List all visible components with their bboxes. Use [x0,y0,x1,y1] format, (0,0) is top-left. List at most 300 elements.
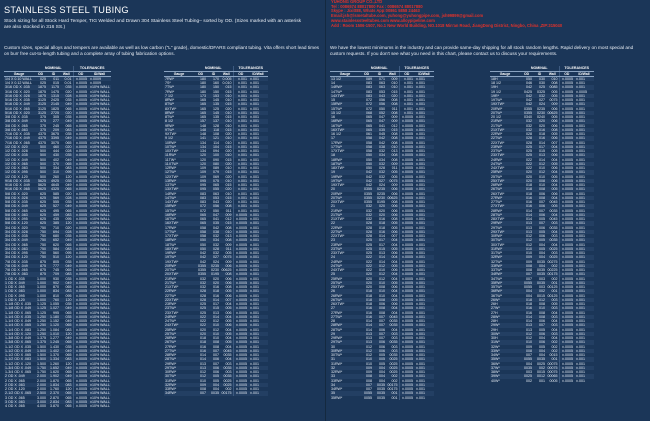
table-cell: 022 [366,259,372,264]
table-row [4,204,111,208]
table-cell: ±.001 [416,140,425,145]
table-cell: ±10% WALL [90,310,110,315]
table-cell: 680 [53,234,59,238]
table-cell: 120 [60,332,73,336]
table-cell: 007 [526,276,532,281]
table-cell: 010 [520,247,533,251]
table-cell: 012 [366,344,372,349]
table-cell: ±.0005 [399,149,414,153]
table-cell: 045 [379,132,385,136]
table-cell: 065 [366,115,372,119]
table-cell: 0055 [520,281,533,285]
tubing-table-col-2 [164,66,268,396]
table-cell: 010 [379,268,385,272]
table-cell: 010 [225,166,232,170]
table-cell: ±.0005 [233,379,248,383]
table-cell: 004 [526,293,532,298]
table-row [4,374,111,378]
table-cell: ±.0005 [559,255,574,259]
gauge-header: Gauge [4,71,34,76]
id-wall-tolerance-header: ID/Wall [414,71,434,76]
table-cell: 020 [360,281,373,285]
table-cell: 003 [539,285,545,289]
table-cell: 010 [526,251,532,255]
table-cell: ±.0005 [73,196,88,200]
table-cell: ±.0005 [233,221,248,225]
table-cell: 095 [194,187,207,191]
table-cell: 001 [546,281,559,285]
table-cell: 1 OD X .035 [5,276,25,281]
table-cell: 083 [65,166,72,170]
table-cell: 008 [386,102,399,106]
table-cell: ±.001 [414,315,434,319]
table-cell: 005 [551,89,558,94]
table-cell: 19XTW* [490,102,520,106]
table-cell: 007 [213,361,219,366]
table-cell: 041 [213,217,219,221]
table-cell: ±.001 [576,336,585,340]
table-cell: 7/8 OD X .035 [5,259,28,264]
table-cell: 31W* [490,340,520,344]
table-cell: 0025 [546,255,559,259]
table-cell: 058 [200,234,206,238]
table-cell: 1.250 [34,323,47,327]
table-cell: ±.001 [416,225,425,230]
table-cell: 010 [220,111,233,115]
table-cell: 003 [546,315,559,319]
table-cell: 500 [34,170,47,174]
table-cell: ±.001 [248,272,268,276]
table-cell: 24RW* [491,157,503,162]
table-cell: 23XTW* [165,310,179,315]
table-cell: 5/16 OD X .020 [4,111,34,115]
table-cell: 032 [526,123,532,128]
table-cell: 5/16 OD X .065 [5,106,30,111]
table-cell: 26TW* [490,187,520,191]
table-cell: 120 [194,153,207,157]
table-cell: 014 [526,208,532,213]
table-cell: 1-1/8 OD X .035 [5,302,31,306]
table-cell: ±.0005 [559,153,574,157]
table-cell: 0025 [220,383,233,387]
table-cell: 065 [366,123,372,128]
table-cell: 056 [373,102,386,106]
table-cell: ±10% WALL [90,255,110,260]
table-cell: 0355 [198,268,206,272]
table-cell: ±.0005 [399,255,414,259]
table-cell: ±.0005 [233,247,248,251]
table-cell: 004 [225,336,232,340]
table-cell: 056 [379,98,385,102]
table-cell: 028 [520,136,533,140]
table-cell: 20TW* [165,268,176,272]
table-cell: 028 [360,221,373,225]
table-cell: ±.001 [233,162,248,166]
table-cell: ±.001 [416,123,425,128]
table-cell: ±.001 [576,166,585,170]
table-cell: 009 [391,183,398,187]
table-cell: 001 [386,391,399,395]
table-cell: 008 [200,387,206,391]
table-cell: 23TW* [164,306,194,310]
table-cell: ±.001 [574,349,594,353]
table-cell: 012 [533,170,546,174]
table-cell: 108 [213,132,219,136]
table-cell: 0235 [537,106,545,111]
table-cell: 19 1/2 [491,89,501,94]
table-cell: 5/8 OD X .065 [5,208,28,213]
table-cell: 050 [520,76,533,81]
table-cell: 020 [366,276,372,281]
table-cell: 1-1/2 OD X .049 [4,349,34,353]
table-cell: 0235 [377,191,385,196]
table-cell: 14RW* [165,191,177,196]
table-cell: ±.0005 [399,217,414,221]
table-cell: 3/4 OD X .095 [5,251,28,255]
table-cell: 36TW* [491,293,502,298]
table-cell: 500 [40,149,46,153]
table-cell: 035 [65,344,72,349]
table-cell: 121 [207,136,220,140]
table-row [4,238,111,242]
table-cell: 29RW* [165,361,177,366]
table-cell: ±.001 [576,361,585,366]
tolerances-group-header: TOLERANCES [233,66,268,71]
table-cell: 1.277 [50,336,59,340]
table-cell: 1-3/8 OD X .049 [5,336,31,340]
table-cell: 3/8 OD X .083 [4,128,34,132]
table-cell: 1.652 [47,366,60,370]
table-cell: 1.000 [37,285,46,289]
table-cell: 0235 [373,187,386,191]
table-cell: ±.0005 [73,128,88,132]
table-cell: ±10% WALL [90,149,110,153]
table-cell: ±.001 [576,310,585,315]
table-cell: 006 [391,251,398,255]
table-cell: ±.0005 [559,128,574,132]
table-cell: 165 [194,102,207,106]
table-cell: 1-1/8 OD X .065 [5,310,31,315]
table-cell: ±.0005 [73,277,88,281]
table-cell: 3/4 OD X .020 [5,225,28,230]
table-cell: ±.001 [414,85,434,89]
table-cell: 028 [207,247,220,251]
table-cell: 083 [60,272,73,276]
table-cell: 18 1/2 [491,81,501,85]
table-cell: 310 [47,170,60,174]
table-cell: 063 [373,85,386,89]
intro-text-left: Custom sizes, special alloys and tempers are available as well as low carbon ("L" grade), domestic/DFARS compliant tubing. Vita offers short lead times on burr free cut-to-length tubing and a complete array of tubing fabrication options. [4,45,320,57]
table-cell: 750 [34,230,47,234]
table-cell: ±.001 [414,153,434,157]
od-tolerance-header: OD [233,71,248,76]
table-cell: 750 [40,234,46,238]
table-cell: 027 [373,179,386,183]
table-cell: 26W* [490,298,520,302]
table-cell: ±.001 [414,340,434,344]
table-cell: ±.0005 [559,102,574,106]
table-cell: ±.001 [416,242,425,247]
table-cell: ±.0005 [73,124,88,128]
table-cell: 025 [200,310,206,315]
table-cell: 005 [551,115,558,119]
table-cell: ±.001 [416,268,425,272]
table-cell: 760 [47,298,60,302]
table-cell: ±.001 [233,200,248,204]
table-cell: ±.0005 [73,111,88,115]
table-cell: ±.001 [233,111,248,115]
table-cell: ±.0005 [73,238,88,242]
table-cell: ±.0005 [73,362,88,366]
table-cell: ±.0005 [73,187,88,191]
table-cell: ±.0005 [73,383,88,387]
table-cell: ±.0005 [73,353,88,357]
table-cell: 004 [379,378,385,383]
table-row [4,221,111,225]
table-cell: 042 [520,94,533,98]
table-cell: ±.0005 [73,272,88,276]
table-cell: 024 [213,259,219,264]
table-cell: 18XTW* [164,247,194,251]
table-cell: 015 [220,128,233,132]
table-cell: ±10% WALL [90,89,110,94]
table-cell: 015 [225,115,232,119]
table-cell: 008 [391,140,398,145]
table-cell: ±.001 [414,349,434,353]
table-cell: ±.0005 [73,115,88,119]
table-cell: ±10% WALL [90,331,110,336]
table-cell: 3.000 [34,400,47,404]
table-cell: 003 [539,276,545,281]
table-cell: 30XTW* [491,242,505,247]
table-cell: 032 [194,281,207,285]
table-cell: 083 [200,191,206,196]
table-cell: 0055 [360,391,373,395]
table-cell: 21RW* [331,208,343,213]
table-cell: ±.0005 [559,323,574,327]
nominal-group-header: NOMINAL [34,66,73,71]
table-cell: 625 [34,196,47,200]
table-cell: 5625 [34,179,47,183]
table-cell: 010 [225,123,232,128]
table-cell: 29 [330,332,360,336]
table-cell: ±.0005 [399,243,414,247]
table-cell: 30TW* [490,238,520,242]
table-cell: 00175 [387,387,398,391]
table-cell: 370 [47,162,60,166]
table-cell: 30RW* [491,234,503,238]
table-cell: ±10% WALL [90,123,110,128]
table-cell: ±.0005 [73,247,88,251]
table-cell: 004 [533,264,546,268]
table-cell: 750 [40,251,46,255]
table-cell: 050 [366,157,372,162]
table-cell: ±.0005 [73,149,88,153]
table-cell: 31RW* [490,247,520,251]
table-cell: 157 [194,119,207,123]
table-cell: 013 [526,327,532,332]
table-cell: 095 [65,251,72,255]
table-cell: ±.001 [250,319,259,323]
table-cell: 2.000 [37,378,46,383]
intro-text-right: We have the lowest minimums in the industry and can provide same-day shipping for all stock random lengths. Rapid delivery on most special and custom requests. If you don't see what you need in this chart, please contact us to discuss your requirements. [330,45,634,57]
table-cell: ±.001 [416,234,425,238]
table-cell: 020 [526,174,532,179]
table-cell: ±.001 [233,81,248,85]
table-cell: 014 [194,357,207,361]
table-cell: 015 [386,128,399,132]
table-cell: 083 [60,213,73,217]
table-cell: 006 [546,179,559,183]
table-cell: 4925 [47,179,60,183]
table-cell: 022 [520,162,533,166]
table-cell: ±.0005 [73,141,88,145]
table-cell: 1 OD X .083 [4,289,34,293]
table-cell: 23TW* [330,247,360,251]
table-cell: ±.0005 [233,302,248,306]
table-cell: 625 [34,204,47,208]
table-cell: ±.001 [248,153,268,157]
table-cell: 015 [225,157,232,162]
table-cell: ±.001 [233,85,248,89]
table-cell: 020 [386,94,399,98]
table-cell: 025 [200,302,206,306]
table-cell: ±.0005 [559,209,574,213]
table-cell: 022 [194,315,207,319]
table-cell: ±.0005 [559,132,574,136]
table-cell: ±.0005 [559,98,574,102]
table-cell: ±.001 [233,209,248,213]
table-cell: 018 [366,293,372,298]
table-cell: 1.500 [37,344,46,349]
table-cell: ±.0005 [73,315,88,319]
table-cell: ±.001 [233,102,248,106]
table-cell: ±.0005 [233,357,248,361]
table-cell: 004 [386,306,399,310]
table-cell: ±.001 [414,247,434,251]
table-cell: 5/16 OD X .035 [5,98,30,102]
table-cell: ±.001 [248,306,268,310]
table-cell: 010 [220,119,233,123]
table-cell: 1/2 OD X .083 [5,166,28,170]
table-cell: ±.0005 [233,387,248,391]
table-cell: 3/4 OD X .083 [4,247,34,251]
table-cell: 32 [330,366,360,370]
table-cell: 028 [60,196,73,200]
table-cell: 15 [331,98,335,102]
table-cell: 004 [551,242,558,247]
table-cell: 750 [40,225,46,230]
table-cell: 013 [194,366,207,370]
table-cell: 7TW* [164,85,194,89]
table-cell: 014 [366,327,372,332]
table-cell: 028 [526,132,532,136]
table-cell: ±.0005 [559,289,574,293]
table-cell: 032 [360,213,373,217]
table-cell: 020 [225,174,232,179]
table-cell: ±.0005 [559,379,574,383]
table-cell: 003 [391,336,398,340]
table-cell: ±.001 [416,208,425,213]
table-cell: 022 [360,264,373,268]
table-cell: 1.760 [50,387,59,391]
table-cell: ±.0005 [559,124,574,128]
table-cell: 058 [360,136,373,140]
tubing-table-col-1 [4,66,111,408]
table-cell: ±.001 [414,102,434,106]
table-cell: 016 [200,344,206,349]
table-cell: 3/16 OD X .028 [4,94,34,98]
table-cell: 1.250 [34,332,47,336]
table-cell: ±.0005 [399,234,414,238]
table-cell: ±.001 [574,272,594,276]
table-cell: 15RW* [330,102,360,106]
table-cell: 005 [551,174,558,179]
table-cell: 3/4 OD X .120 [4,255,34,259]
tolerances-group-header: TOLERANCES [399,66,434,71]
table-cell: ±10% WALL [90,319,110,323]
table-cell: 3125 [34,111,47,115]
table-cell: 020 [194,332,207,336]
id-header: ID [47,71,60,76]
table-cell: 004 [225,302,232,306]
table-cell: 049 [60,306,73,310]
table-cell: 014 [520,315,533,319]
table-cell: 058 [366,149,372,153]
table-cell: 1-1/4 OD X .035 [4,315,34,319]
table-cell: ±.001 [399,76,414,81]
table-cell: ±.0005 [559,85,574,89]
table-cell: 083 [194,196,207,200]
table-cell: 23 [330,238,360,242]
table-cell: 16 1/2 [331,132,341,136]
table-cell: 043 [373,94,386,98]
table-cell: 028 [526,140,532,145]
table-cell: 7 1/2 [164,94,194,98]
table-cell: 25TW* [164,332,194,336]
table-cell: ±.0005 [233,328,248,332]
table-cell: 050 [194,247,207,251]
table-cell: 15TW* [331,106,342,111]
table-cell: 12TW* [164,170,194,174]
table-cell: ±.001 [248,94,268,98]
table-cell: 035 [65,302,72,306]
table-cell: 065 [194,213,207,217]
table-cell: ±.0005 [73,298,88,302]
table-cell: 29RW* [490,221,520,225]
table-cell: ±.0005 [73,391,88,395]
table-cell: ±.001 [416,378,425,383]
table-cell: ±.0005 [73,294,88,298]
table-cell: 7RW* [165,89,175,94]
table-cell: ±.001 [574,119,594,123]
table-cell: 9XTW* [165,132,177,136]
table-cell: 011 [225,208,232,213]
table-cell: 009 [386,76,399,81]
table-cell: 34 [330,383,360,387]
table-cell: 016 [533,128,546,132]
table-cell: 007 [526,353,532,357]
table-cell: ±.0005 [559,213,574,217]
table-cell: 003 [551,251,558,255]
table-cell: 006 [551,106,558,111]
table-cell: 245 [53,123,59,128]
table-cell: ±.0005 [559,230,574,234]
table-cell: 1.870 [50,378,59,383]
id-header: ID [207,71,220,76]
id-wall-tolerance-header: ID/Wall [248,71,268,76]
table-cell: ±.001 [416,344,425,349]
